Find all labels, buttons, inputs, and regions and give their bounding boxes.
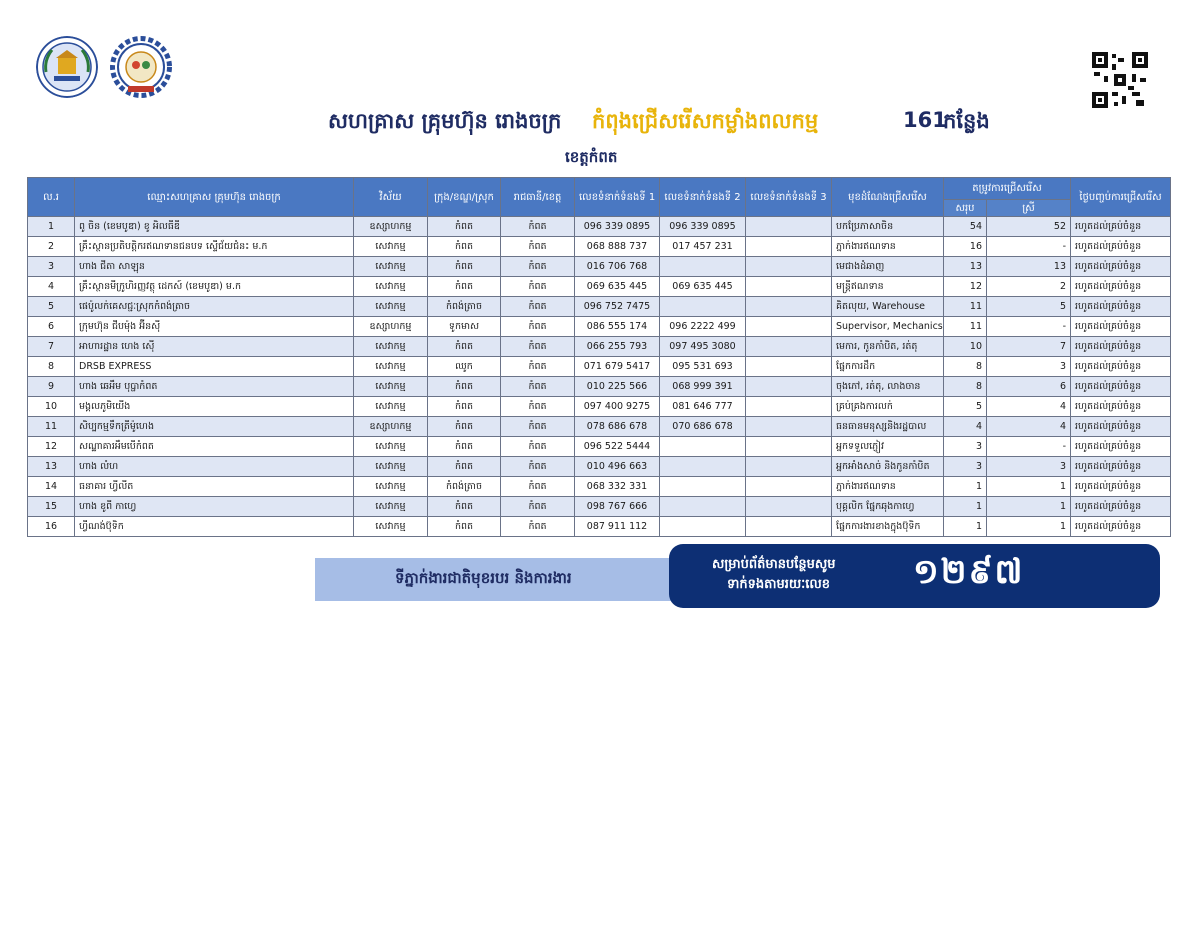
cell-position: ធនធានមនុស្សនិងរដ្ឋបាល (832, 417, 944, 437)
cell-deadline: រហូតដល់គ្រប់ចំនួន (1071, 497, 1171, 517)
cell-company: អាហារដ្ឋាន ហេង ស៊ើ (75, 337, 354, 357)
cell-total: 11 (944, 317, 987, 337)
cell-total: 1 (944, 477, 987, 497)
cell-phone2 (660, 477, 746, 497)
cell-deadline: រហូតដល់គ្រប់ចំនួន (1071, 517, 1171, 537)
cell-phone1: 096 752 7475 (575, 297, 660, 317)
cell-city: កំពត (428, 457, 501, 477)
header-sector: វិស័យ (354, 178, 428, 217)
table-row (28, 377, 1171, 397)
cell-phone2 (660, 497, 746, 517)
cell-phone2 (660, 257, 746, 277)
cell-no: 12 (28, 437, 75, 457)
cell-female: 1 (987, 477, 1071, 497)
cell-position: ចុងភៅ, រត់តុ, លាងចាន (832, 377, 944, 397)
table-row (28, 337, 1171, 357)
cell-company: មង្គលភូមិយើង (75, 397, 354, 417)
cell-sector: សេវាកម្ម (354, 377, 428, 397)
cell-position: គិតលុយ, Warehouse (832, 297, 944, 317)
table-row (28, 477, 1171, 497)
cell-deadline: រហូតដល់គ្រប់ចំនួន (1071, 357, 1171, 377)
cell-capital: កំពត (501, 477, 575, 497)
cell-capital: កំពត (501, 437, 575, 457)
cell-capital: កំពត (501, 397, 575, 417)
cell-total: 16 (944, 237, 987, 257)
cell-phone1: 086 555 174 (575, 317, 660, 337)
cell-phone3 (746, 257, 832, 277)
cell-city: កំពត (428, 517, 501, 537)
cell-no: 10 (28, 397, 75, 417)
header-capital: រាជធានី/ខេត្ត (501, 178, 575, 217)
cell-position: ភ្នាក់ងារឥណទាន (832, 477, 944, 497)
cell-capital: កំពត (501, 217, 575, 237)
cell-deadline: រហូតដល់គ្រប់ចំនួន (1071, 377, 1171, 397)
cell-sector: សេវាកម្ម (354, 297, 428, 317)
table-row (28, 297, 1171, 317)
cell-phone2: 017 457 231 (660, 237, 746, 257)
cell-city: ទូកមាស (428, 317, 501, 337)
cell-phone3 (746, 517, 832, 537)
table-row (28, 457, 1171, 477)
cell-total: 5 (944, 397, 987, 417)
cell-sector: សេវាកម្ម (354, 477, 428, 497)
cell-sector: សេវាកម្ម (354, 497, 428, 517)
cell-sector: សេវាកម្ម (354, 277, 428, 297)
cell-position: អ្នកអាំងសាច់ និងកូនកាំបិត (832, 457, 944, 477)
cell-company: ពូ ចិន (ខេមបូឌា) ខូ អិលធីឌី (75, 217, 354, 237)
cell-phone2: 068 999 391 (660, 377, 746, 397)
cell-no: 15 (28, 497, 75, 517)
table-row (28, 317, 1171, 337)
cell-phone1: 010 225 566 (575, 377, 660, 397)
cell-phone1: 010 496 663 (575, 457, 660, 477)
table-row (28, 417, 1171, 437)
cell-phone2: 096 339 0895 (660, 217, 746, 237)
cell-deadline: រហូតដល់គ្រប់ចំនួន (1071, 217, 1171, 237)
table-row (28, 497, 1171, 517)
cell-company: ហ្វីណង់ប៊ុទិក (75, 517, 354, 537)
cell-female: - (987, 437, 1071, 457)
cell-total: 13 (944, 257, 987, 277)
cell-total: 8 (944, 377, 987, 397)
cell-capital: កំពត (501, 357, 575, 377)
cell-company: ហាង ជីតា សាឡុន (75, 257, 354, 277)
cell-no: 5 (28, 297, 75, 317)
cell-no: 2 (28, 237, 75, 257)
cell-deadline: រហូតដល់គ្រប់ចំនួន (1071, 437, 1171, 457)
cell-sector: ឧស្សាហកម្ម (354, 217, 428, 237)
table-row (28, 437, 1171, 457)
cell-capital: កំពត (501, 497, 575, 517)
cell-company: សណ្ឋាគារអឹមបើកំពត (75, 437, 354, 457)
cell-position: មេជាងដំឆាញ (832, 257, 944, 277)
cell-phone1: 068 332 331 (575, 477, 660, 497)
cell-total: 12 (944, 277, 987, 297)
cell-city: កំពត (428, 417, 501, 437)
cell-phone1: 096 522 5444 (575, 437, 660, 457)
cell-capital: កំពត (501, 377, 575, 397)
cell-female: 1 (987, 497, 1071, 517)
cell-female: 5 (987, 297, 1071, 317)
cell-position: ផ្នែកការដឹក (832, 357, 944, 377)
agency-name: ទីភ្នាក់ងារជាតិមុខរបរ និងការងារ (395, 569, 572, 587)
header-deadline: ថ្ងៃបញ្ចប់ការជ្រើសរើស (1071, 178, 1171, 217)
cell-deadline: រហូតដល់គ្រប់ចំនួន (1071, 337, 1171, 357)
cell-city: ឈូក (428, 357, 501, 377)
cell-no: 9 (28, 377, 75, 397)
cell-no: 16 (28, 517, 75, 537)
cell-city: កំពង់ត្រាច (428, 477, 501, 497)
province-label: ខេត្តកំពត (565, 148, 618, 166)
cell-position: បុគ្គលិក ផ្នែកឆុងកាហ្វេ (832, 497, 944, 517)
vacancy-unit: កន្លែង (943, 109, 990, 133)
cell-female: 7 (987, 337, 1071, 357)
cell-city: កំពត (428, 217, 501, 237)
cell-company: ហាង ខូពី កាហ្វេ (75, 497, 354, 517)
cell-no: 8 (28, 357, 75, 377)
cell-female: 2 (987, 277, 1071, 297)
cell-deadline: រហូតដល់គ្រប់ចំនួន (1071, 417, 1171, 437)
cell-no: 3 (28, 257, 75, 277)
cell-sector: សេវាកម្ម (354, 257, 428, 277)
cell-company: ក្រុមហ៊ុន ជីបម៉ុង អ៊ីនស៊ី (75, 317, 354, 337)
cell-phone3 (746, 497, 832, 517)
cell-phone3 (746, 437, 832, 457)
cell-phone3 (746, 357, 832, 377)
cell-phone1: 016 706 768 (575, 257, 660, 277)
cell-phone1: 096 339 0895 (575, 217, 660, 237)
cell-female: 3 (987, 457, 1071, 477)
cell-deadline: រហូតដល់គ្រប់ចំនួន (1071, 457, 1171, 477)
cell-phone1: 071 679 5417 (575, 357, 660, 377)
cell-city: កំពត (428, 397, 501, 417)
cell-sector: សេវាកម្ម (354, 397, 428, 417)
cell-total: 1 (944, 497, 987, 517)
header-phone3: លេខទំនាក់ទំនងទី 3 (746, 178, 832, 217)
title-highlight: កំពុងជ្រើសរើសកម្លាំងពលកម្ម (592, 109, 819, 133)
cell-total: 3 (944, 437, 987, 457)
qr-code-icon (1092, 52, 1148, 108)
cell-position: ភ្នាក់ងារឥណទាន (832, 237, 944, 257)
cell-city: កំពត (428, 257, 501, 277)
cell-capital: កំពត (501, 297, 575, 317)
header-female: ស្រី (987, 200, 1071, 217)
cell-phone2: 070 686 678 (660, 417, 746, 437)
cell-position: មេការ, កូនកាំបិត, រត់តុ (832, 337, 944, 357)
cell-phone2: 095 531 693 (660, 357, 746, 377)
cell-position: ផ្នែកការងារខាងក្នុងប៊ុទិក (832, 517, 944, 537)
cell-phone3 (746, 317, 832, 337)
cell-phone2 (660, 457, 746, 477)
cell-capital: កំពត (501, 317, 575, 337)
contact-line1: សម្រាប់ព័ត៌មានបន្ថែមសូម (712, 557, 836, 572)
cell-capital: កំពត (501, 337, 575, 357)
cell-position: Supervisor, Mechanics (832, 317, 944, 337)
cell-female: 6 (987, 377, 1071, 397)
cell-no: 14 (28, 477, 75, 497)
cell-no: 13 (28, 457, 75, 477)
cell-phone1: 097 400 9275 (575, 397, 660, 417)
hotline-number: ១២៩៧ (913, 552, 1025, 592)
cell-total: 1 (944, 517, 987, 537)
cell-sector: សេវាកម្ម (354, 237, 428, 257)
jobs-table (27, 177, 1171, 537)
cell-female: 1 (987, 517, 1071, 537)
cell-deadline: រហូតដល់គ្រប់ចំនួន (1071, 397, 1171, 417)
cell-company: ហាង លំហ (75, 457, 354, 477)
cell-position: មន្ត្រីឥណទាន (832, 277, 944, 297)
cell-phone1: 066 255 793 (575, 337, 660, 357)
cell-phone2: 081 646 777 (660, 397, 746, 417)
cell-sector: ឧស្សាហកម្ម (354, 317, 428, 337)
cell-total: 4 (944, 417, 987, 437)
header-need: តម្រូវការជ្រើសរើស (944, 178, 1071, 200)
ministry-seal-icon (36, 36, 98, 98)
cell-position: បកប្រែភាសាចិន (832, 217, 944, 237)
header-phone1: លេខទំនាក់ទំនងទី 1 (575, 178, 660, 217)
cell-city: កំពង់ត្រាច (428, 297, 501, 317)
cell-sector: ឧស្សាហកម្ម (354, 417, 428, 437)
cell-female: 3 (987, 357, 1071, 377)
cell-deadline: រហូតដល់គ្រប់ចំនួន (1071, 237, 1171, 257)
noeb-gear-logo-icon (110, 36, 172, 98)
cell-phone2 (660, 517, 746, 537)
cell-company: ផេប៉ូលក់គេសជ្ជៈស្រុកកំពង់ត្រាច (75, 297, 354, 317)
cell-phone3 (746, 237, 832, 257)
title-row (0, 104, 1200, 140)
contact-line2: ទាក់ទងតាមរយៈលេខ (727, 577, 830, 592)
cell-capital: កំពត (501, 237, 575, 257)
cell-phone3 (746, 457, 832, 477)
cell-total: 10 (944, 337, 987, 357)
cell-city: កំពត (428, 337, 501, 357)
cell-company: DRSB EXPRESS (75, 357, 354, 377)
cell-phone3 (746, 297, 832, 317)
cell-capital: កំពត (501, 277, 575, 297)
cell-phone3 (746, 277, 832, 297)
cell-city: កំពត (428, 497, 501, 517)
cell-total: 3 (944, 457, 987, 477)
cell-phone3 (746, 377, 832, 397)
cell-capital: កំពត (501, 257, 575, 277)
cell-no: 1 (28, 217, 75, 237)
cell-female: 4 (987, 417, 1071, 437)
cell-no: 11 (28, 417, 75, 437)
table-row (28, 397, 1171, 417)
cell-no: 7 (28, 337, 75, 357)
cell-deadline: រហូតដល់គ្រប់ចំនួន (1071, 297, 1171, 317)
header-no: ល.រ (28, 178, 75, 217)
table-row (28, 237, 1171, 257)
vacancy-count: 161 (903, 108, 947, 132)
table-row (28, 257, 1171, 277)
cell-company: ធនាគារ ហ្វីលីត (75, 477, 354, 497)
cell-female: - (987, 237, 1071, 257)
cell-phone2 (660, 297, 746, 317)
cell-total: 11 (944, 297, 987, 317)
cell-phone1: 078 686 678 (575, 417, 660, 437)
cell-phone2: 097 495 3080 (660, 337, 746, 357)
cell-deadline: រហូតដល់គ្រប់ចំនួន (1071, 257, 1171, 277)
cell-phone1: 087 911 112 (575, 517, 660, 537)
cell-city: កំពត (428, 277, 501, 297)
cell-no: 4 (28, 277, 75, 297)
cell-city: កំពត (428, 437, 501, 457)
cell-female: - (987, 317, 1071, 337)
cell-female: 4 (987, 397, 1071, 417)
cell-no: 6 (28, 317, 75, 337)
cell-phone1: 069 635 445 (575, 277, 660, 297)
cell-phone3 (746, 417, 832, 437)
cell-phone1: 098 767 666 (575, 497, 660, 517)
cell-capital: កំពត (501, 517, 575, 537)
cell-sector: សេវាកម្ម (354, 337, 428, 357)
cell-position: គ្រប់គ្រងការលក់ (832, 397, 944, 417)
cell-sector: សេវាកម្ម (354, 457, 428, 477)
cell-position: អ្នកទទួលភ្ញៀវ (832, 437, 944, 457)
cell-sector: សេវាកម្ម (354, 437, 428, 457)
header-city: ក្រុង/ខណ្ឌ/ស្រុក (428, 178, 501, 217)
cell-female: 52 (987, 217, 1071, 237)
cell-female: 13 (987, 257, 1071, 277)
header-company: ឈ្មោះសហគ្រាស គ្រុមហ៊ុន រោងចក្រ (75, 178, 354, 217)
cell-capital: កំពត (501, 417, 575, 437)
cell-phone3 (746, 397, 832, 417)
cell-phone1: 068 888 737 (575, 237, 660, 257)
cell-company: គ្រឹះស្ថានប្រតិបត្តិករឥណទានជនបទ ស្ទើជ័យជំនះ ម.ក (75, 237, 354, 257)
cell-city: កំពត (428, 237, 501, 257)
cell-phone2: 096 2222 499 (660, 317, 746, 337)
table-row (28, 517, 1171, 537)
cell-company: គ្រឹះស្ថានមីក្រូហិរញ្ញវត្ថុ ដេកស៍ (ខេមបូឌា) ម.ក (75, 277, 354, 297)
cell-company: ហាង ឆេអឹម បុប្ផាកំពត (75, 377, 354, 397)
header-total: សរុប (944, 200, 987, 217)
cell-sector: សេវាកម្ម (354, 357, 428, 377)
cell-deadline: រហូតដល់គ្រប់ចំនួន (1071, 477, 1171, 497)
cell-capital: កំពត (501, 457, 575, 477)
header-phone2: លេខទំនាក់ទំនងទី 2 (660, 178, 746, 217)
table-row (28, 217, 1171, 237)
cell-company: សិប្បកម្មទឹកត្រីម៉ូហេង (75, 417, 354, 437)
header-position: មុខដំណែងជ្រើសរើស (832, 178, 944, 217)
cell-phone3 (746, 477, 832, 497)
cell-total: 54 (944, 217, 987, 237)
cell-phone2: 069 635 445 (660, 277, 746, 297)
cell-phone2 (660, 437, 746, 457)
cell-city: កំពត (428, 377, 501, 397)
table-row (28, 277, 1171, 297)
cell-phone3 (746, 217, 832, 237)
title-main: សហគ្រាស គ្រុមហ៊ុន រោងចក្រ (328, 109, 562, 133)
cell-phone3 (746, 337, 832, 357)
cell-sector: សេវាកម្ម (354, 517, 428, 537)
cell-deadline: រហូតដល់គ្រប់ចំនួន (1071, 277, 1171, 297)
cell-deadline: រហូតដល់គ្រប់ចំនួន (1071, 317, 1171, 337)
table-row (28, 357, 1171, 377)
cell-total: 8 (944, 357, 987, 377)
